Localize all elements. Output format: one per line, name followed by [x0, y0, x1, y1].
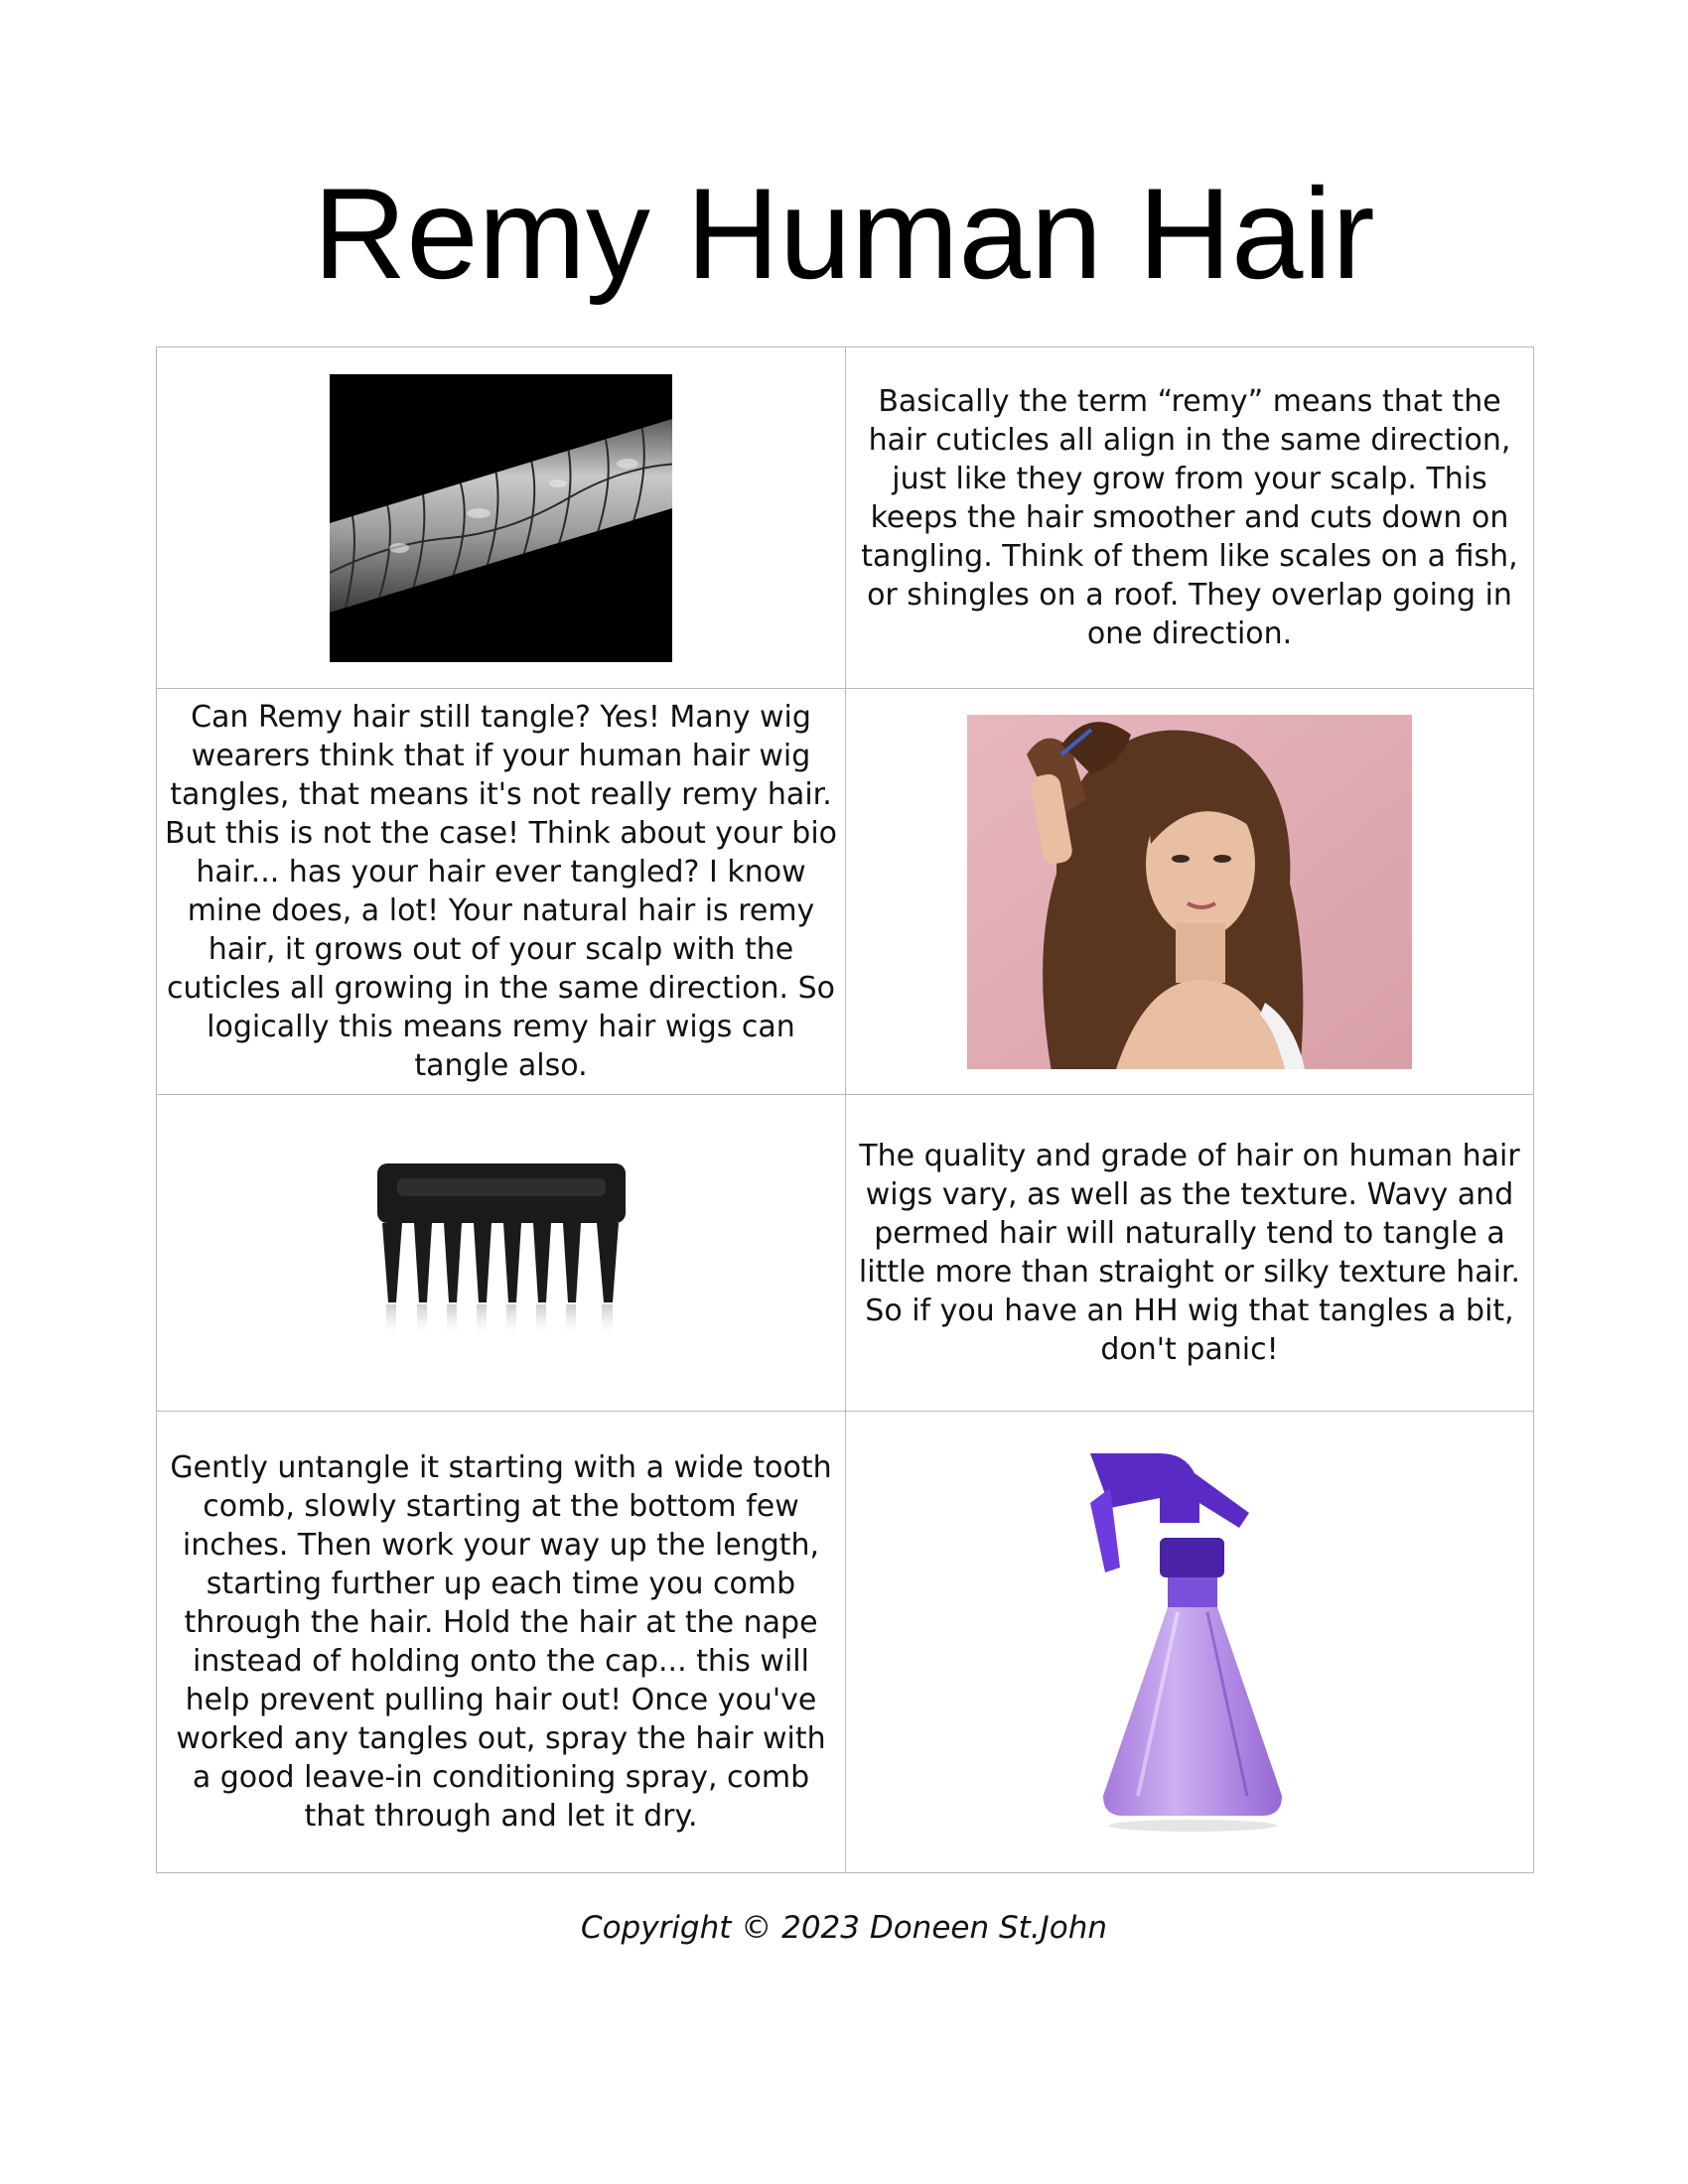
cell-row1-text: [846, 347, 1533, 688]
cell-row2-text: [157, 689, 845, 1094]
wide-tooth-comb: [372, 1154, 631, 1352]
copyright-notice: Copyright © 2023 Doneen St.John: [580, 1910, 1108, 1946]
cell-row3-image: [157, 1095, 845, 1411]
woman-with-tangled-hair-photo: [967, 715, 1412, 1069]
hair-cuticle-micrograph: [330, 374, 672, 662]
paragraph-remy-definition: Basically the term “remy” means that the hair cuticles all align in the same direction, just like they grow from your scalp. This keeps the hair smoother and cuts down on tangling. Think of them like scales on a fish, or shingles on a roof. They overlap going in one direction.: [861, 384, 1518, 651]
cell-row4-text: [157, 1412, 845, 1872]
paragraph-can-remy-tangle: Can Remy hair still tangle? Yes! Many wig wearers think that if your human hair wig tangles, that means it's not really remy hair. But this is not the case! Think about your bio hair... has your hair ever tangled? I know mine does, a lot! Your natural hair is remy hair, it grows out of your scalp with the cuticles all growing in the same direction. So logically this means remy hair wigs can tangle also.: [164, 700, 838, 1083]
content-table: [156, 346, 1534, 1873]
cell-row1-image: [157, 347, 845, 688]
purple-spray-bottle: [1070, 1443, 1309, 1841]
cell-row3-text: [846, 1095, 1533, 1411]
cell-row4-image: [846, 1412, 1533, 1872]
paragraph-untangling-tips: Gently untangle it starting with a wide tooth comb, slowly starting at the bottom few inches. Then work your way up the length, starting further up each time you comb through the hair. Hold the hair at the nape instead of holding onto the cap... this will help prevent pulling hair out! Once you've worked any tangles out, spray the hair with a good leave-in conditioning spray, comb that through and let it dry.: [170, 1450, 832, 1834]
cell-row2-image: [846, 689, 1533, 1094]
page-title: Remy Human Hair: [313, 161, 1375, 306]
paragraph-quality-and-grade: The quality and grade of hair on human hair wigs vary, as well as the texture. Wavy and permed hair will naturally tend to tangle a little more than straight or silky texture hair. So if you have an HH wig that tangles a bit, don't panic!: [858, 1139, 1521, 1367]
